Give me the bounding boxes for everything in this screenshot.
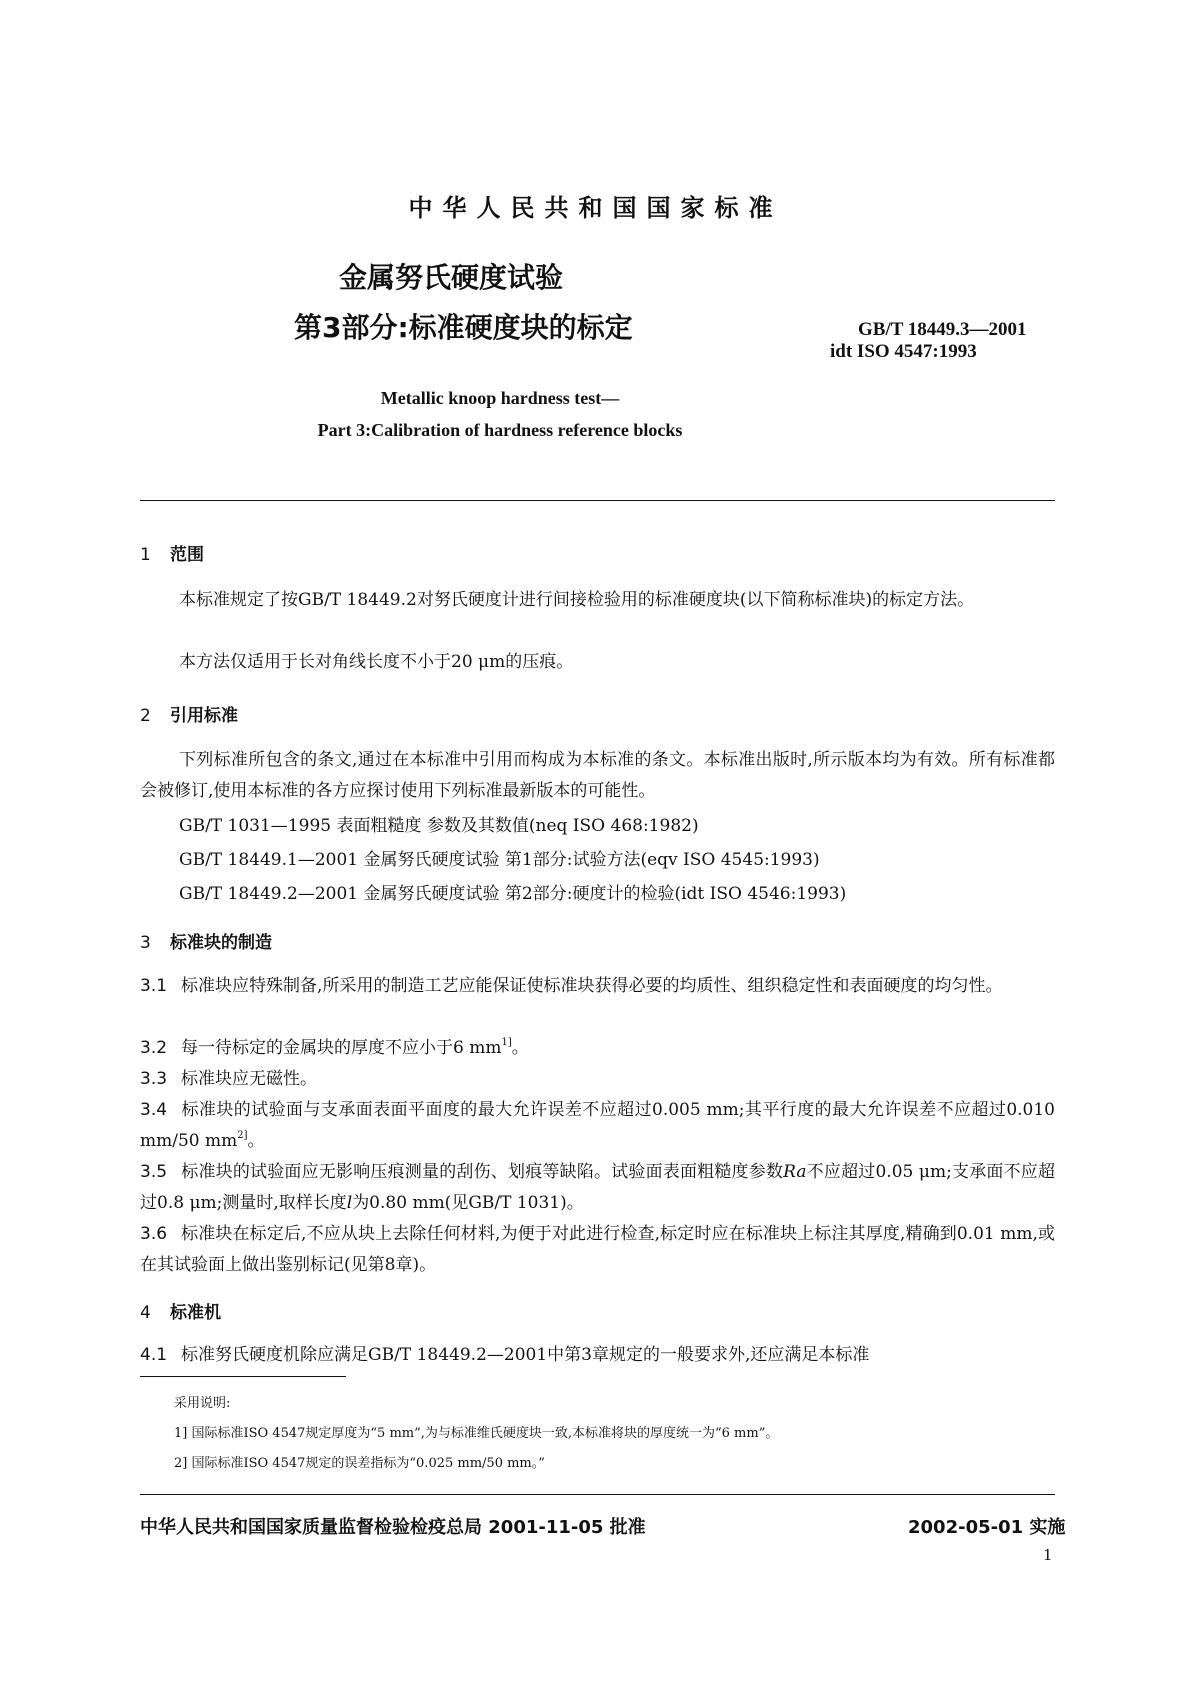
footnote-divider [140, 1376, 346, 1377]
clause-end: 。 [247, 1131, 265, 1151]
clause-text: 不应超过0.05 μm;支承面不应超过0.8 μm;测量时,取样长度 [140, 1162, 1056, 1213]
clause-number: 4.1 [140, 1345, 168, 1365]
clause-3-5 [140, 1157, 1055, 1219]
clause-number: 3.6 [140, 1224, 168, 1244]
section-3-heading [140, 928, 272, 953]
clause-number: 3.5 [140, 1162, 168, 1182]
clause-text: 标准块在标定后,不应从块上去除任何材料,为便于对此进行检查,标定时应在标准块上标注其厚度,精确到0.01 mm,或在其试验面上做出鉴别标记(见第8章)。 [140, 1224, 1055, 1275]
clause-number: 3.4 [140, 1100, 168, 1120]
section-number: 4 [140, 1303, 151, 1323]
section-title: 范围 [170, 545, 204, 565]
clause-3-6 [140, 1219, 1055, 1281]
clause-3-3 [140, 1064, 1055, 1095]
effective-date: 2002-05-01 实施 [908, 1517, 1066, 1538]
clause-text: 为0.80 mm(见GB/T 1031)。 [352, 1193, 584, 1213]
clause-4-1 [140, 1340, 1055, 1371]
reference-item: GB/T 18449.1—2001 金属努氏硬度试验 第1部分:试验方法(eqv ISO 4545:1993) [179, 850, 820, 870]
clause-text: 标准努氏硬度机除应满足GB/T 18449.2—2001中第3章规定的一般要求外,还应满足本标准 [181, 1345, 870, 1365]
sampling-length-symbol: l [346, 1193, 353, 1213]
title-en-line1: Metallic knoop hardness test— [380, 388, 620, 408]
section-2-heading [140, 701, 238, 726]
clause-3-4 [140, 1095, 1055, 1157]
section-number: 2 [140, 706, 151, 726]
clause-text: 标准块应无磁性。 [181, 1069, 318, 1089]
clause-number: 3.3 [140, 1069, 168, 1089]
title-en-line2: Part 3:Calibration of hardness reference blocks [317, 420, 683, 440]
title-zh-line2: 第3部分:标准硬度块的标定 [294, 311, 633, 344]
page-number: 1 [1043, 1546, 1053, 1564]
footnote-marker: 2] [237, 1130, 248, 1141]
footnote-2: 2] 国际标准ISO 4547规定的误差指标为“0.025 mm/50 mm。” [174, 1456, 545, 1471]
section-number: 3 [140, 933, 151, 953]
section-title: 标准块的制造 [170, 933, 272, 953]
footnote-title: 采用说明: [174, 1396, 231, 1411]
section-number: 1 [140, 545, 151, 565]
clause-number: 3.1 [140, 976, 168, 996]
clause-number: 3.2 [140, 1038, 168, 1058]
national-standard-header: 中华人民共和国国家标准 [408, 194, 783, 222]
section-title: 标准机 [170, 1303, 221, 1323]
footnote-marker: 1] [501, 1037, 512, 1048]
header-divider [140, 500, 1055, 501]
reference-item: GB/T 18449.2—2001 金属努氏硬度试验 第2部分:硬度计的检验(idt ISO 4546:1993) [179, 884, 847, 904]
clause-text: 每一待标定的金属块的厚度不应小于6 mm [181, 1038, 502, 1058]
references-intro: 下列标准所包含的条文,通过在本标准中引用而构成为本标准的条文。本标准出版时,所示版本均为有效。所有标准都会被修订,使用本标准的各方应探讨使用下列标准最新版本的可能性。 [140, 750, 1055, 801]
clause-text: 标准块的试验面应无影响压痕测量的刮伤、划痕等缺陷。试验面表面粗糙度参数 [181, 1162, 784, 1182]
reference-item: GB/T 1031—1995 表面粗糙度 参数及其数值(neq ISO 468:1982) [179, 816, 699, 836]
section-title: 引用标准 [170, 706, 238, 726]
clause-3-1 [140, 971, 1055, 1002]
standard-equivalence: idt ISO 4547:1993 [830, 341, 977, 362]
clause-text: 标准块应特殊制备,所采用的制造工艺应能保证使标准块获得必要的均质性、组织稳定性和表面硬度的均匀性。 [181, 976, 1003, 996]
scope-paragraph-2: 本方法仅适用于长对角线长度不小于20 μm的压痕。 [179, 652, 574, 672]
clause-text: 标准块的试验面与支承面表面平面度的最大允许误差不应超过0.005 mm;其平行度的最大允许误差不应超过0.010 mm/50 mm [140, 1100, 1055, 1151]
clause-end: 。 [511, 1038, 529, 1058]
footer-divider [140, 1494, 1055, 1495]
roughness-symbol: Ra [783, 1162, 807, 1182]
scope-paragraph-1: 本标准规定了按GB/T 18449.2对努氏硬度计进行间接检验用的标准硬度块(以下简称标准块)的标定方法。 [179, 590, 975, 610]
approval-line: 中华人民共和国国家质量监督检验检疫总局 2001-11-05 批准 [140, 1517, 646, 1538]
title-zh-line1: 金属努氏硬度试验 [339, 261, 564, 294]
footnote-1: 1] 国际标准ISO 4547规定厚度为“5 mm”,为与标准维氏硬度块一致,本标准将块的厚度统一为“6 mm”。 [174, 1426, 779, 1441]
clause-3-2 [140, 1033, 1055, 1064]
section-1-heading [140, 540, 204, 565]
section-4-heading [140, 1298, 221, 1323]
standard-code: GB/T 18449.3—2001 [858, 319, 1027, 340]
